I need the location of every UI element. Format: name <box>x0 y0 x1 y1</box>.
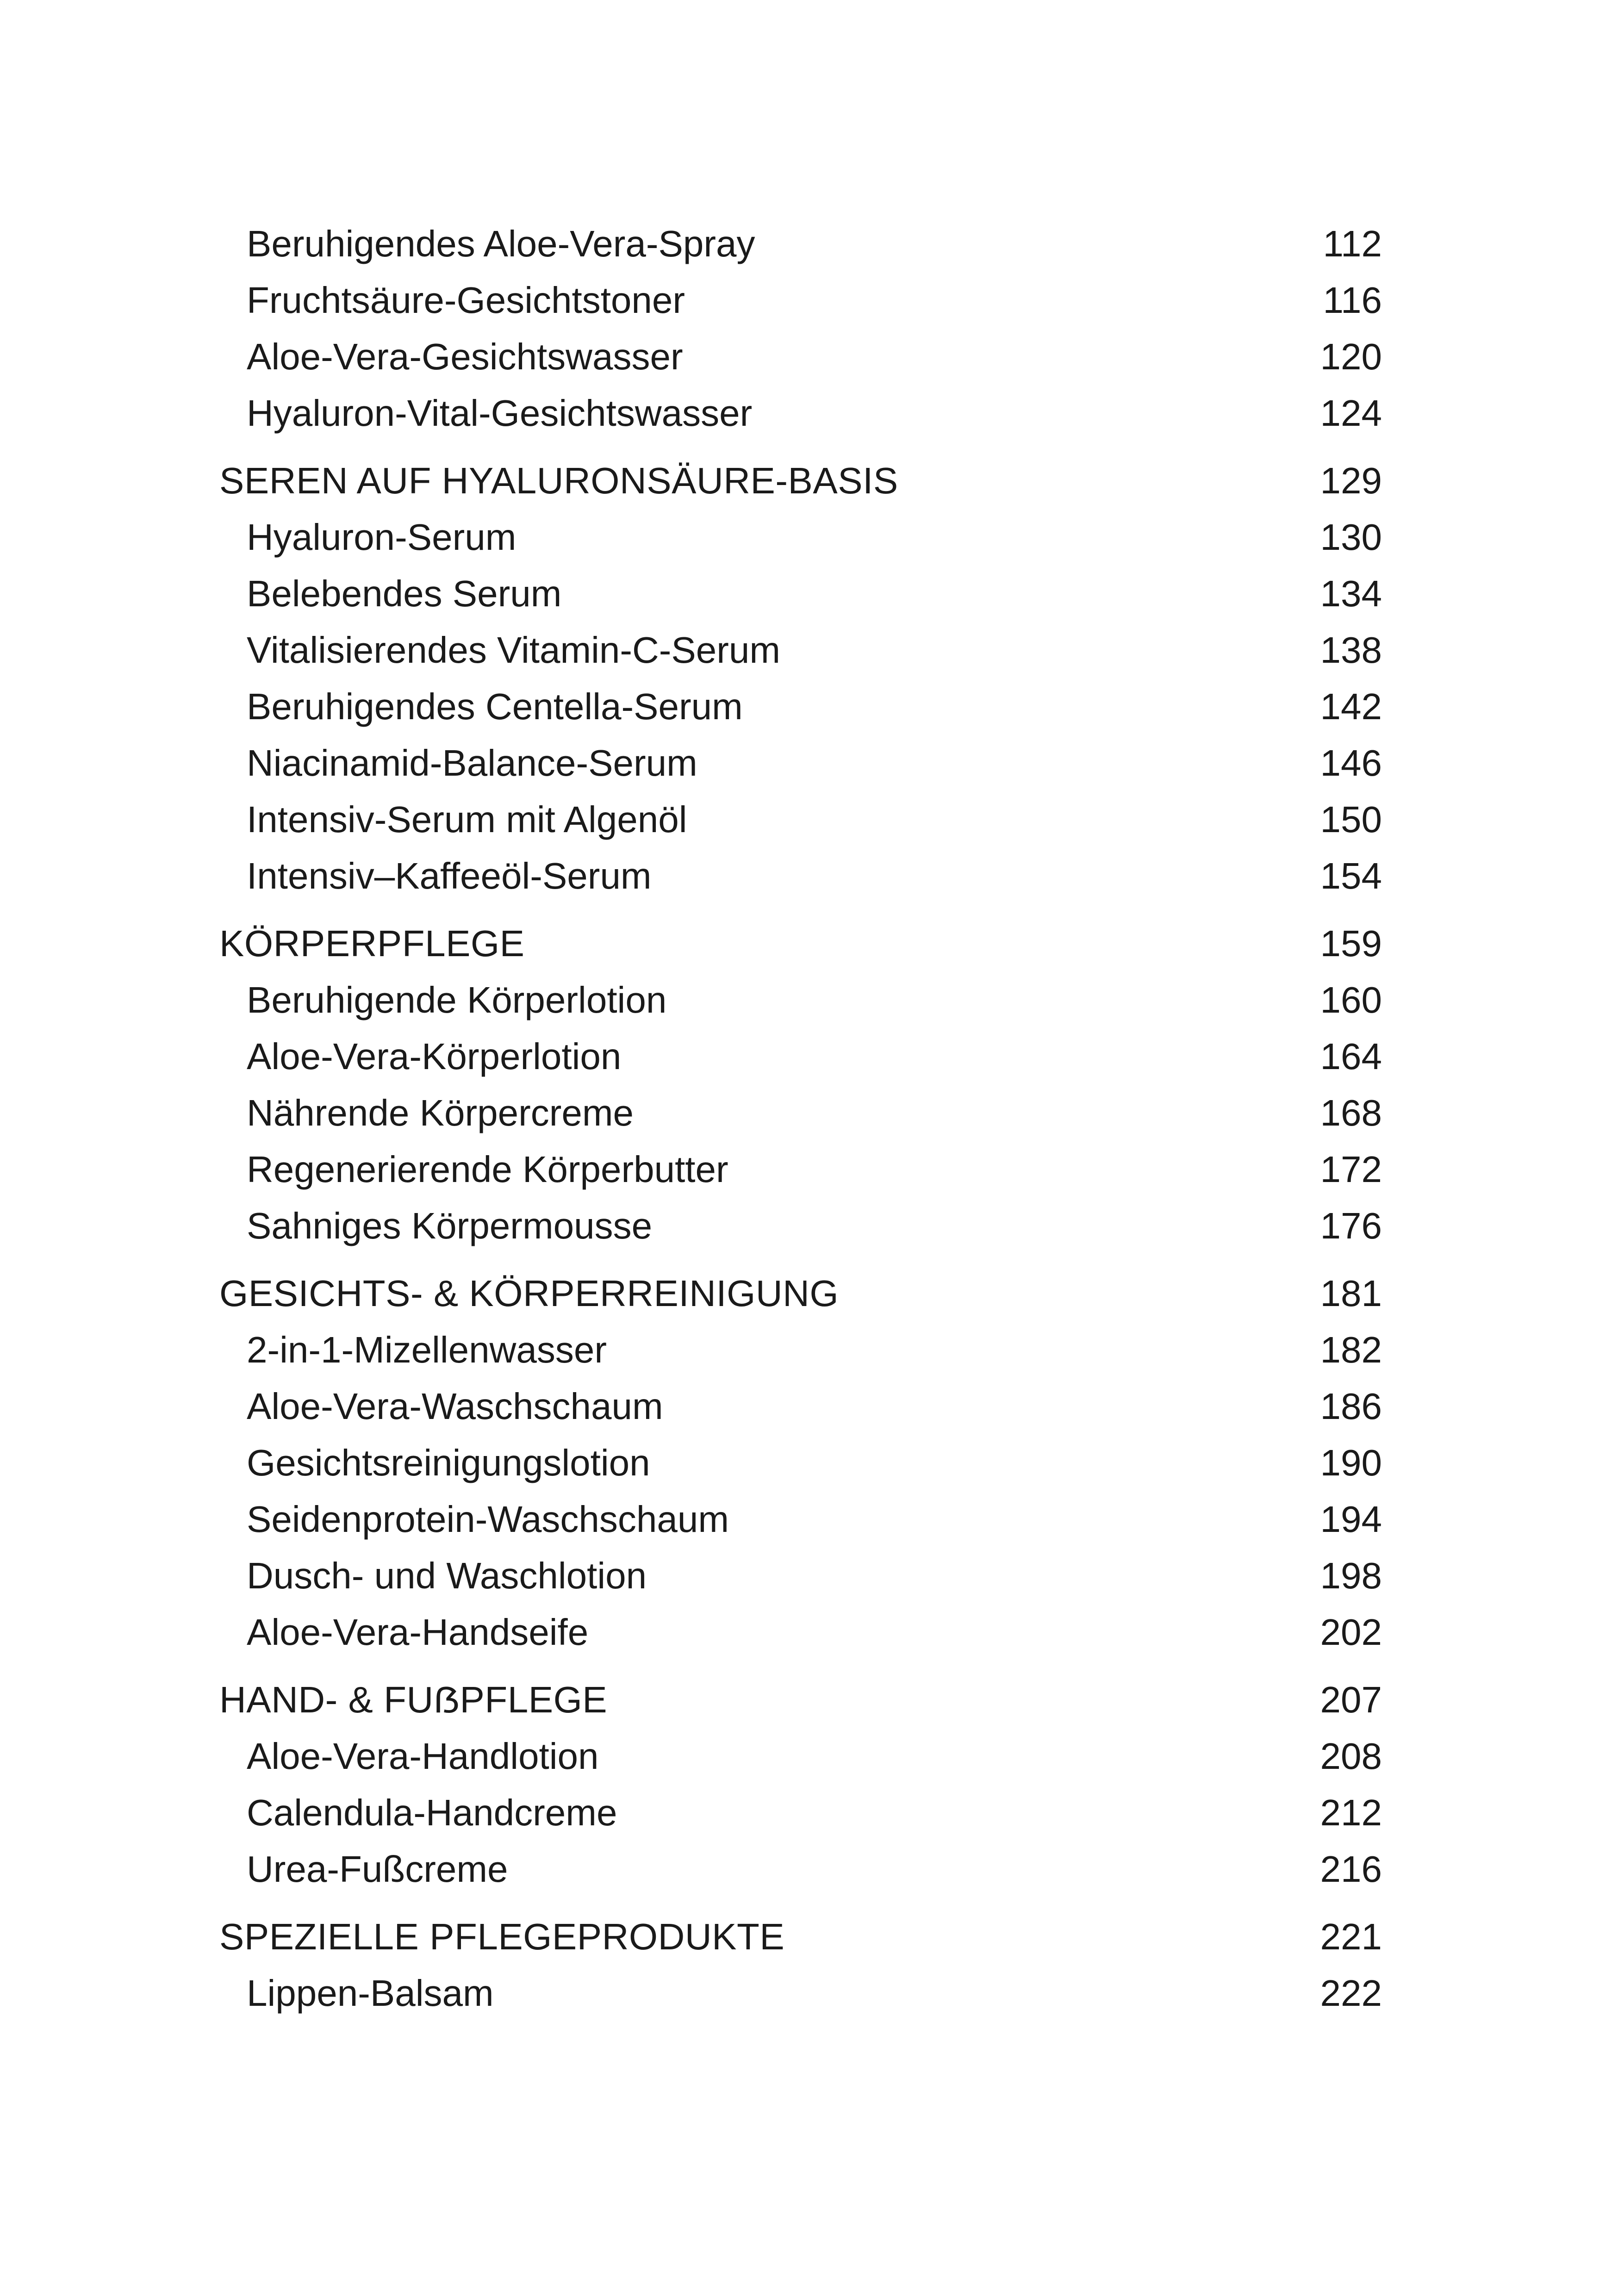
toc-section-row <box>0 1674 1618 1725</box>
toc-page-number: 164 <box>1320 1036 1382 1077</box>
toc-page-number: 160 <box>1320 979 1382 1020</box>
toc-section-title: KÖRPERPFLEGE <box>219 923 525 964</box>
toc-entry-title: Beruhigendes Aloe-Vera-Spray <box>247 223 755 264</box>
toc-entry-row <box>0 681 1618 732</box>
toc-page-number: 159 <box>1320 923 1382 964</box>
toc-entry-title: Sahniges Körpermousse <box>247 1205 653 1246</box>
toc-section-title: GESICHTS- & KÖRPERREINIGUNG <box>219 1273 839 1314</box>
toc-page-number: 129 <box>1320 460 1382 501</box>
toc-entry-row <box>0 625 1618 676</box>
toc-entry-title: Aloe-Vera-Körperlotion <box>247 1036 622 1077</box>
toc-page-number: 182 <box>1320 1329 1382 1370</box>
toc-entry-title: Intensiv–Kaffeeöl-Serum <box>247 855 652 896</box>
toc-entry-row <box>0 1844 1618 1895</box>
toc-page-number: 138 <box>1320 629 1382 671</box>
toc-page-number: 134 <box>1320 573 1382 614</box>
toc-page-number: 216 <box>1320 1848 1382 1890</box>
toc-page-number: 207 <box>1320 1679 1382 1720</box>
toc-entry-row <box>0 1787 1618 1838</box>
toc-page-number: 198 <box>1320 1555 1382 1596</box>
toc-page-number: 120 <box>1320 336 1382 377</box>
toc-entry-title: Seidenprotein-Waschschaum <box>247 1499 729 1540</box>
toc-section-row <box>0 918 1618 969</box>
toc-entry-title: Intensiv-Serum mit Algenöl <box>247 799 687 840</box>
toc-entry-row <box>0 1968 1618 2019</box>
toc-page-number: 154 <box>1320 855 1382 896</box>
toc-page-number: 212 <box>1320 1792 1382 1833</box>
toc-entry-row <box>0 1494 1618 1545</box>
toc-section-row <box>0 1911 1618 1962</box>
toc-page-number: 186 <box>1320 1386 1382 1427</box>
toc-entry-row <box>0 738 1618 789</box>
toc-entry-title: Dusch- und Waschlotion <box>247 1555 647 1596</box>
toc-page-number: 150 <box>1320 799 1382 840</box>
toc-section-title: HAND- & FUẞPFLEGE <box>219 1679 608 1720</box>
toc-entry-title: Urea-Fußcreme <box>247 1848 508 1890</box>
toc-entry-row <box>0 388 1618 439</box>
toc-entry-title: Calendula-Handcreme <box>247 1792 617 1833</box>
toc-entry-row <box>0 1325 1618 1375</box>
toc-entry-row <box>0 1031 1618 1082</box>
toc-page-number: 190 <box>1320 1442 1382 1483</box>
toc-entry-title: Vitalisierendes Vitamin-C-Serum <box>247 629 781 671</box>
toc-page-number: 222 <box>1320 1972 1382 2014</box>
toc-page-number: 146 <box>1320 742 1382 784</box>
toc-page-number: 172 <box>1320 1149 1382 1190</box>
toc-entry-row <box>0 218 1618 269</box>
toc-entry-row <box>0 275 1618 326</box>
toc-entry-title: Aloe-Vera-Handlotion <box>247 1736 599 1777</box>
toc-entry-title: Lippen-Balsam <box>247 1972 494 2014</box>
toc-section-title: SPEZIELLE PFLEGEPRODUKTE <box>219 1916 785 1957</box>
toc-entry-title: Nährende Körpercreme <box>247 1092 634 1133</box>
toc-page-number: 208 <box>1320 1736 1382 1777</box>
toc-page-number: 221 <box>1320 1916 1382 1957</box>
toc-entry-row <box>0 975 1618 1026</box>
toc-entry-title: Belebendes Serum <box>247 573 562 614</box>
toc-page-number: 176 <box>1320 1205 1382 1246</box>
toc-entry-row <box>0 1437 1618 1488</box>
toc-page-number: 116 <box>1323 280 1382 321</box>
toc-entry-row <box>0 794 1618 845</box>
toc-entry-row <box>0 1731 1618 1782</box>
toc-page-number: 112 <box>1323 223 1382 264</box>
toc-entry-row <box>0 568 1618 619</box>
toc-entry-row <box>0 512 1618 563</box>
toc-entry-title: Regenerierende Körperbutter <box>247 1149 728 1190</box>
toc-entry-row <box>0 1144 1618 1195</box>
toc-entry-row <box>0 1550 1618 1601</box>
toc-page-number: 142 <box>1320 686 1382 727</box>
toc-entry-title: Niacinamid-Balance-Serum <box>247 742 697 784</box>
toc-entry-title: Gesichtsreinigungslotion <box>247 1442 650 1483</box>
toc-entry-row <box>0 331 1618 382</box>
toc-entry-row <box>0 851 1618 902</box>
toc-entry-row <box>0 1607 1618 1658</box>
toc-page-number: 194 <box>1320 1499 1382 1540</box>
toc-page-number: 168 <box>1320 1092 1382 1133</box>
toc-section-row <box>0 1268 1618 1319</box>
toc-page-number: 130 <box>1320 516 1382 558</box>
toc-entry-title: Fruchtsäure-Gesichtstoner <box>247 280 685 321</box>
toc-entry-row <box>0 1381 1618 1432</box>
toc-page-number: 124 <box>1320 392 1382 434</box>
toc-entry-title: Hyaluron-Serum <box>247 516 517 558</box>
toc-entry-title: Beruhigende Körperlotion <box>247 979 667 1020</box>
toc-section-row <box>0 455 1618 506</box>
toc-page-number: 181 <box>1320 1273 1382 1314</box>
toc-entry-title: Beruhigendes Centella-Serum <box>247 686 743 727</box>
toc-entry-title: Aloe-Vera-Gesichtswasser <box>247 336 683 377</box>
toc-section-title: SEREN AUF HYALURONSÄURE-BASIS <box>219 460 898 501</box>
toc-entry-title: 2-in-1-Mizellenwasser <box>247 1329 607 1370</box>
toc-entry-row <box>0 1201 1618 1251</box>
toc-page-number: 202 <box>1320 1612 1382 1653</box>
toc-entry-title: Hyaluron-Vital-Gesichtswasser <box>247 392 753 434</box>
toc-entry-title: Aloe-Vera-Waschschaum <box>247 1386 663 1427</box>
toc-entry-row <box>0 1088 1618 1139</box>
toc-entry-title: Aloe-Vera-Handseife <box>247 1612 589 1653</box>
